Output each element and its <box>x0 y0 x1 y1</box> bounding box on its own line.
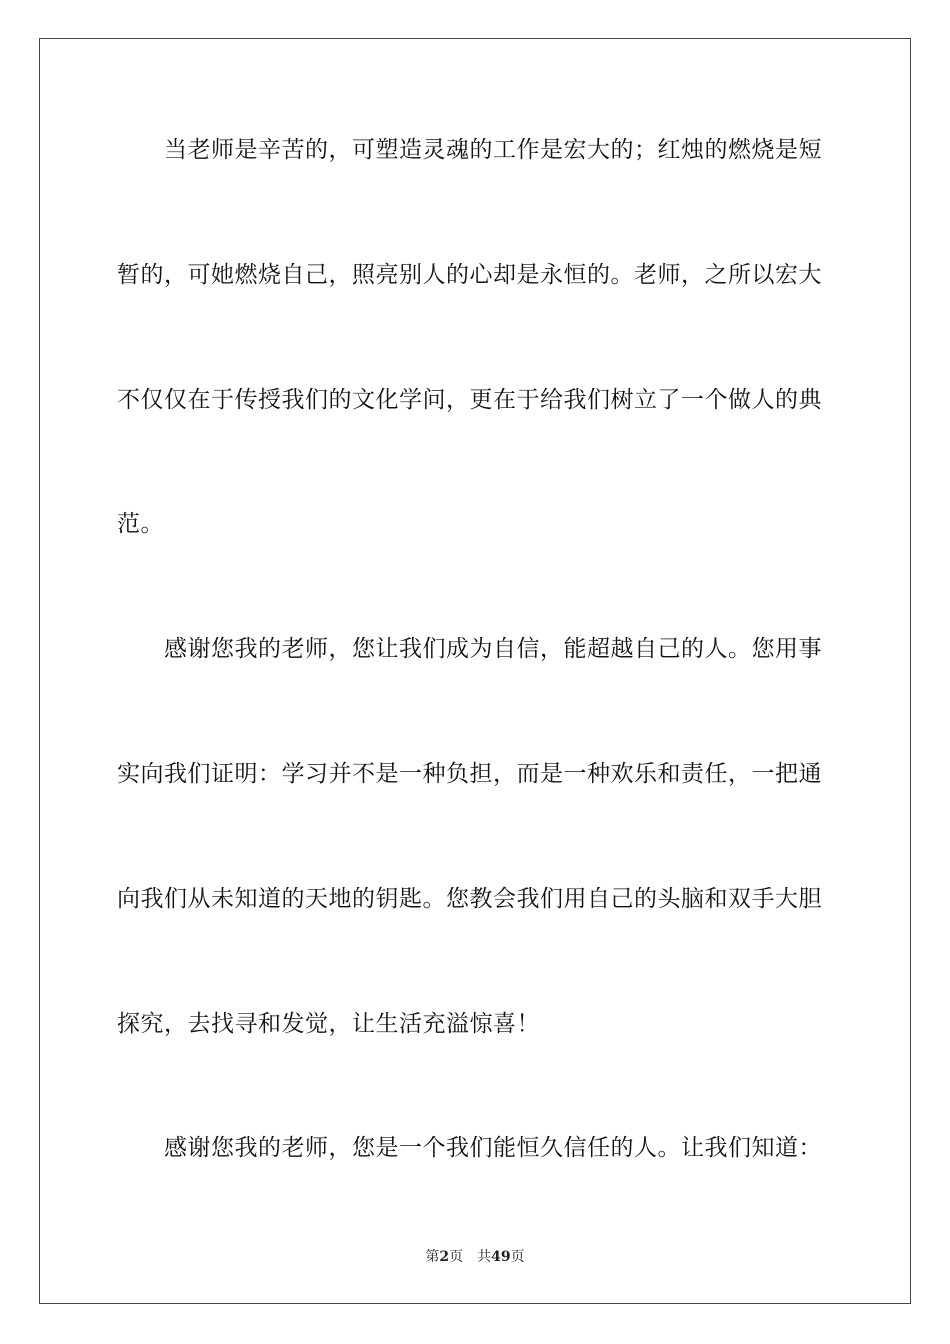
paragraph-line: 向我们从未知道的天地的钥匙。您教会我们用自己的头脑和双手大胆 <box>117 885 822 912</box>
paragraph-line: 实向我们证明：学习并不是一种负担，而是一种欢乐和责任，一把通 <box>117 760 822 787</box>
total-prefix: 共 <box>477 1249 492 1265</box>
total-pages: 49 <box>491 1249 511 1265</box>
total-suffix: 页 <box>510 1249 525 1265</box>
paragraph-line: 探究，去找寻和发觉，让生活充溢惊喜！ <box>117 1010 540 1037</box>
document-body <box>117 126 833 1249</box>
paragraph-line: 暂的，可她燃烧自己，照亮别人的心却是永恒的。老师，之所以宏大 <box>117 261 822 288</box>
paragraph-line: 不仅仅在于传授我们的文化学问，更在于给我们树立了一个做人的典 <box>117 386 822 413</box>
page-suffix: 页 <box>449 1249 464 1265</box>
paragraph-line: 当老师是辛苦的，可塑造灵魂的工作是宏大的；红烛的燃烧是短 <box>164 137 822 163</box>
page-prefix: 第 <box>425 1249 440 1265</box>
page-number: 2 <box>439 1249 450 1265</box>
paragraph-line: 感谢您我的老师，您是一个我们能恒久信任的人。让我们知道： <box>164 1135 822 1162</box>
paragraph-line: 范。 <box>117 511 164 538</box>
paragraph-line: 感谢您我的老师，您让我们成为自信，能超越自己的人。您用事 <box>164 636 822 663</box>
page-footer <box>0 1246 950 1266</box>
